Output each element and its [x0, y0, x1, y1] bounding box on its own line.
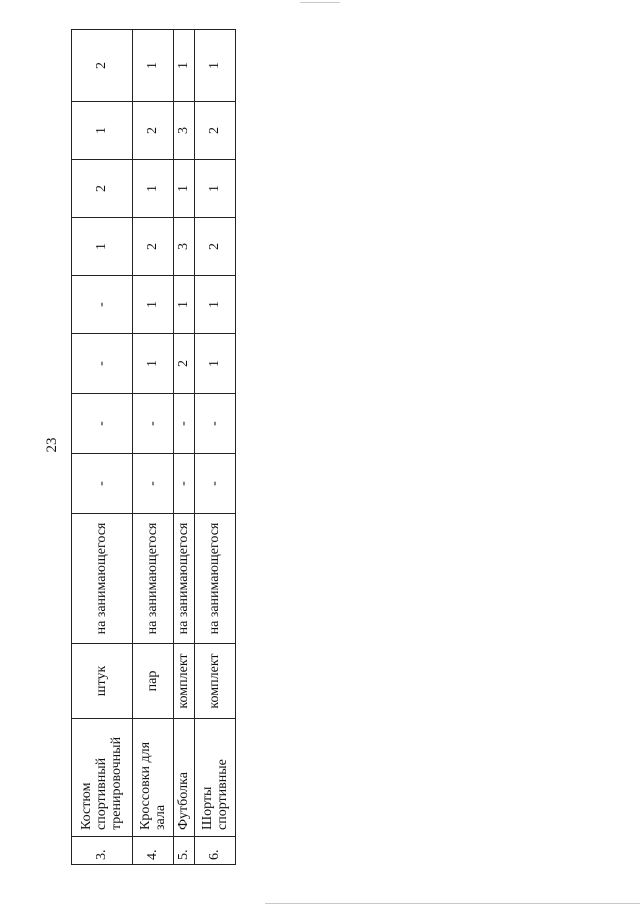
- quantity-cell: 1: [132, 30, 173, 102]
- quantity-cell: -: [72, 394, 133, 454]
- quantity-cell: 2: [132, 218, 173, 276]
- item-name: Футболка: [173, 719, 194, 837]
- quantity-cell: -: [72, 334, 133, 394]
- row-number: 4.: [132, 837, 173, 865]
- item-name: Костюм спортивный тренировочный: [72, 719, 133, 837]
- quantity-cell: -: [173, 394, 194, 454]
- unit-cell: комплект: [173, 644, 194, 719]
- row-number: 5.: [173, 837, 194, 865]
- quantity-cell: 1: [132, 160, 173, 218]
- quantity-cell: -: [194, 454, 235, 514]
- item-name: Кроссовки для зала: [132, 719, 173, 837]
- quantity-cell: 2: [173, 334, 194, 394]
- quantity-cell: 2: [72, 160, 133, 218]
- quantity-cell: -: [72, 454, 133, 514]
- table-row: [132, 30, 173, 865]
- quantity-cell: 2: [72, 30, 133, 102]
- table-row: [194, 30, 235, 865]
- quantity-cell: 1: [72, 218, 133, 276]
- quantity-cell: 1: [173, 160, 194, 218]
- row-number: 6.: [194, 837, 235, 865]
- unit-cell: пар: [132, 644, 173, 719]
- norm-cell: на занимающегося: [72, 514, 133, 644]
- page-number: 23: [44, 437, 60, 453]
- quantity-cell: -: [72, 276, 133, 334]
- quantity-cell: 3: [173, 218, 194, 276]
- norm-cell: на занимающегося: [173, 514, 194, 644]
- quantity-cell: 1: [194, 334, 235, 394]
- scan-edge-bottom: [265, 903, 640, 904]
- quantity-cell: 1: [173, 276, 194, 334]
- unit-cell: штук: [72, 644, 133, 719]
- quantity-cell: 1: [194, 160, 235, 218]
- quantity-cell: -: [173, 454, 194, 514]
- quantity-cell: -: [194, 394, 235, 454]
- quantity-cell: 1: [72, 102, 133, 160]
- row-number: 3.: [72, 837, 133, 865]
- quantity-cell: -: [132, 394, 173, 454]
- unit-cell: комплект: [194, 644, 235, 719]
- quantity-cell: 1: [173, 30, 194, 102]
- table-row: [173, 30, 194, 865]
- item-name: Шорты спортивные: [194, 719, 235, 837]
- norm-cell: на занимающегося: [194, 514, 235, 644]
- quantity-cell: 2: [132, 102, 173, 160]
- quantity-cell: 2: [194, 102, 235, 160]
- quantity-cell: -: [132, 454, 173, 514]
- equipment-table: [71, 29, 236, 865]
- quantity-cell: 2: [194, 218, 235, 276]
- quantity-cell: 1: [194, 30, 235, 102]
- table-row: [72, 30, 133, 865]
- table-rotated-container: [71, 30, 236, 865]
- norm-cell: на занимающегося: [132, 514, 173, 644]
- quantity-cell: 1: [194, 276, 235, 334]
- scan-edge-top: [300, 2, 340, 3]
- quantity-cell: 1: [132, 334, 173, 394]
- quantity-cell: 1: [132, 276, 173, 334]
- quantity-cell: 3: [173, 102, 194, 160]
